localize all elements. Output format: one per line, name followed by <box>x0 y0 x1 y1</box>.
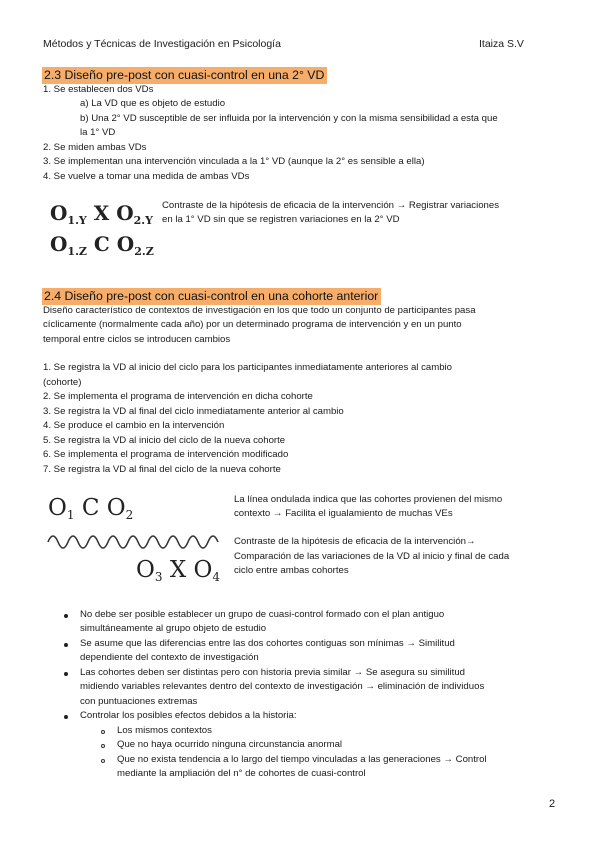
s2-step-1: 1. Se registra la VD al inicio del ciclo para los participantes inmediatamente anteriores al cambio <box>43 362 453 373</box>
formula-row-y: $O_{1.Y}$ X $O_{2.Y}$ <box>50 201 153 227</box>
s2-step-7: 7. Se registra la VD al final del ciclo de la nueva cohorte <box>43 464 281 475</box>
s2-step-3: 3. Se registra la VD al final del ciclo inmediatamente anterior al cambio <box>43 406 344 417</box>
s1-line-2: a) La VD que es objeto de estudio <box>80 98 226 109</box>
s2-step-5: 5. Se registra la VD al inicio del ciclo de la nueva cohorte <box>43 435 286 446</box>
s1-line-1: 1. Se establecen dos VDs <box>43 84 154 95</box>
s1-line-3: b) Una 2° VD susceptible de ser influida por la intervención y con la misma sensibilidad a esta que <box>80 113 498 124</box>
bullet-1b: simultáneamente al grupo objeto de estudio <box>80 623 267 634</box>
subbullet-2: Que no haya ocurrido ninguna circunstancia anormal <box>117 739 343 750</box>
s2-note-2: contexto → Facilita el igualamiento de muchas VEs <box>234 508 453 519</box>
section-heading-2-3: 2.3 Diseño pre-post con cuasi-control en una 2° VD <box>42 67 327 84</box>
s2-intro-3: temporal entre ciclos se introducen cambios <box>43 334 231 345</box>
subbullet-circle <box>101 759 105 763</box>
bullet-dot <box>64 643 68 647</box>
cohort-diagram-bottom: $O_3$ X $O_4$ <box>136 557 220 584</box>
header-course: Métodos y Técnicas de Investigación en Psicología <box>43 38 281 50</box>
header-author: Itaiza S.V <box>479 38 524 50</box>
bullet-1a: No debe ser posible establecer un grupo de cuasi-control formado con el plan antiguo <box>80 609 445 620</box>
subbullet-circle <box>101 744 105 748</box>
subbullet-1: Los mismos contextos <box>117 725 212 736</box>
s2-step-4: 4. Se produce el cambio en la intervención <box>43 420 225 431</box>
s1-line-4: la 1° VD <box>80 127 116 138</box>
s2-intro-1: Diseño característico de contextos de investigación en los que todo un conjunto de participantes pasa <box>43 305 476 316</box>
s2-intro-2: cíclicamente (normalmente cada año) por un determinado programa de intervención y en un punto <box>43 319 462 330</box>
s1-contrast-1: Contraste de la hipótesis de eficacia de la intervención → Registrar variaciones <box>162 200 500 211</box>
section-heading-2-4: 2.4 Diseño pre-post con cuasi-control en una cohorte anterior <box>42 288 381 305</box>
bullet-3c: con puntuaciones extremas <box>80 696 198 707</box>
s2-step-1b: (cohorte) <box>43 377 82 388</box>
s2-note-4: Comparación de las variaciones de la VD al inicio y final de cada <box>234 551 510 562</box>
bullet-3b: midiendo variables relevantes dentro del contexto de investigación → eliminación de individuos <box>80 681 485 692</box>
s2-note-1: La línea ondulada indica que las cohortes provienen del mismo <box>234 494 503 505</box>
subbullet-3b: mediante la ampliación del n° de cohortes de cuasi-control <box>117 768 366 779</box>
s2-note-3: Contraste de la hipótesis de eficacia de la intervención→ <box>234 536 476 547</box>
cohort-diagram-top: $O_1$ C $O_2$ <box>48 495 134 522</box>
bullet-dot <box>64 672 68 676</box>
bullet-4: Controlar los posibles efectos debidos a la historia: <box>80 710 297 721</box>
s2-step-6: 6. Se implementa el programa de intervención modificado <box>43 449 289 460</box>
formula-row-z: $O_{1.Z}$ C $O_{2.Z}$ <box>50 232 154 258</box>
page-number: 2 <box>549 798 556 810</box>
subbullet-3a: Que no exista tendencia a lo largo del tiempo vinculadas a las generaciones → Control <box>117 754 487 765</box>
s2-note-5: ciclo entre ambas cohortes <box>234 565 349 576</box>
bullet-2a: Se asume que las diferencias entre las dos cohortes contiguas son mínimas → Similitud <box>80 638 455 649</box>
s1-contrast-2: en la 1° VD sin que se registren variaciones en la 2° VD <box>162 214 400 225</box>
s1-line-6: 3. Se implementan una intervención vinculada a la 1° VD (aunque la 2° es sensible a ella) <box>43 156 425 167</box>
wavy-line-icon <box>46 530 224 550</box>
s1-line-7: 4. Se vuelve a tomar una medida de ambas VDs <box>43 171 250 182</box>
bullet-3a: Las cohortes deben ser distintas pero con historia previa similar → Se asegura su similitud <box>80 667 466 678</box>
s1-line-5: 2. Se miden ambas VDs <box>43 142 147 153</box>
bullet-2b: dependiente del contexto de investigación <box>80 652 259 663</box>
subbullet-circle <box>101 730 105 734</box>
bullet-dot <box>64 614 68 618</box>
s2-step-2: 2. Se implementa el programa de intervención en dicha cohorte <box>43 391 313 402</box>
bullet-dot <box>64 715 68 719</box>
